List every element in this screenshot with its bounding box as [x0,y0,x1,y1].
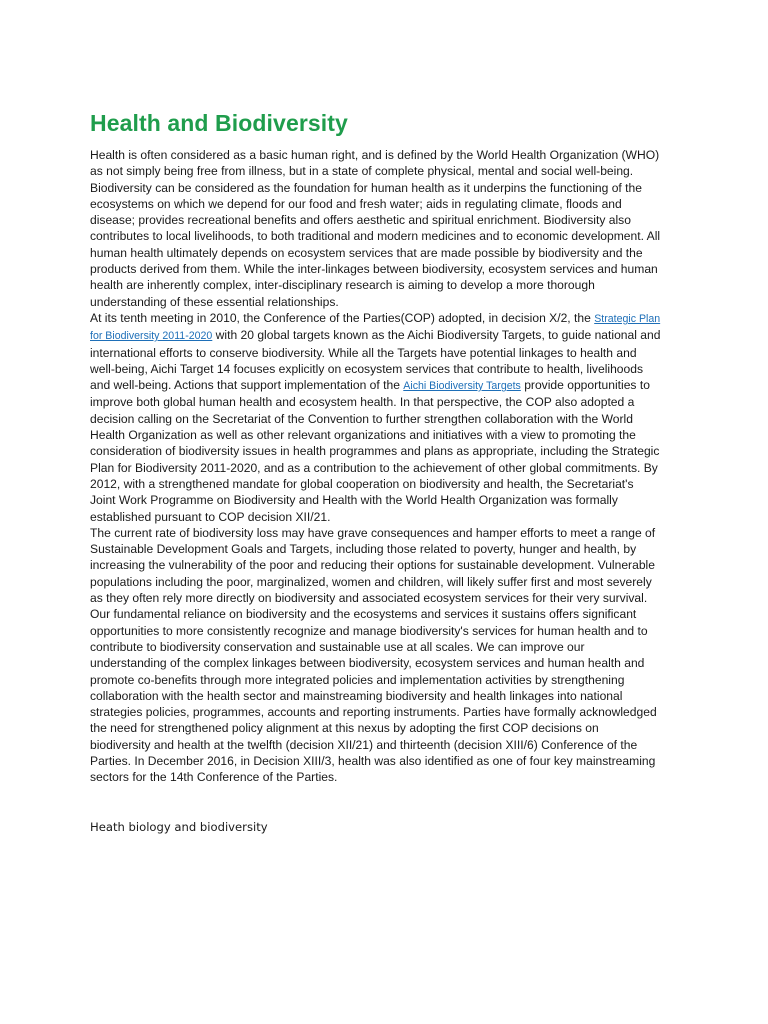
paragraph-health-definition: Health is often considered as a basic human right, and is defined by the World Health Organization (WHO) as not simply being free from illness, but in a state of complete physical, mental and social well-being. Biodiversity can be considered as the foundation for human health as it underpins the functioning of the ecosystems on which we depend for our food and fresh water; aids in regulating climate, floods and disease; provides recreational benefits and offers aesthetic and spiritual enrichment. Biodiversity also contributes to local livelihoods, to both traditional and modern medicines and to economic development. All human health ultimately depends on ecosystem services that are made possible by biodiversity and the products derived from them. While the inter-linkages between biodiversity, ecosystem services and human health are inherently complex, inter-disciplinary research is aiming to develop a more thorough understanding of these essential relationships. [90,148,661,309]
paragraph-cop-text-part1: At its tenth meeting in 2010, the Conference of the Parties(COP) adopted, in decision X/2, the [90,310,595,325]
page-title: Health and Biodiversity [90,110,348,136]
paragraph-cop-text-part3: provide opportunities to improve both global human health and ecosystem health. In that perspective, the COP also adopted a decision calling on the Secretariat of the Convention to further strengthen collaboration with the World Health Organization as well as other relevant organizations and initiatives with a view to promoting the consideration of biodiversity issues in health programmes and plans as appropriate, including the Strategic Plan for Biodiversity 2011-2020, and as a contribution to the achievement of other global commitments. By 2012, with a strengthened mandate for global cooperation on biodiversity and health, the Secretariat's Joint Work Programme on Biodiversity and Health with the World Health Organization was formally established pursuant to COP decision XII/21. [90,378,660,524]
paragraph-cop-decision [90,310,662,525]
strategic-plan-link[interactable]: Strategic Plan for Biodiversity 2011-2020 [90,312,661,343]
aichi-targets-link[interactable]: Aichi Biodiversity Targets [403,380,521,393]
paragraph-biodiversity-loss: The current rate of biodiversity loss may have grave consequences and hamper efforts to meet a range of Sustainable Development Goals and Targets, including those related to poverty, hunger and health, by increasing the vulnerability of the poor and reducing their options for sustainable development. Vulnerable populations including the poor, marginalized, women and children, will likely suffer first and most severely as they often rely more directly on biodiversity and associated ecosystem services for their very survival. Our fundamental reliance on biodiversity and the ecosystems and services it sustains offers significant opportunities to more consistently recognize and manage biodiversity's services for human health and to contribute to biodiversity conservation and sustainable use at all scales. We can improve our understanding of the complex linkages between biodiversity, ecosystem services and human health and promote co-benefits through more integrated policies and implementation activities by strengthening collaboration with the health sector and mainstreaming biodiversity and health linkages into national strategies policies, programmes, accounts and reporting instruments. Parties have formally acknowledged the need for strengthened policy alignment at this nexus by adopting the first COP decisions on biodiversity and health at the twelfth (decision XII/21) and thirteenth (decision XIII/6) Conference of the Parties. In December 2016, in Decision XIII/3, health was also identified as one of four key mainstreaming sectors for the 14th Conference of the Parties. [90,525,657,785]
section-subheading: Heath biology and biodiversity [90,820,268,834]
document-body [90,147,662,786]
paragraph-cop-text-part2: with 20 global targets known as the Aichi Biodiversity Targets, to guide national and international efforts to conserve biodiversity. While all the Targets have potential linkages to health and well-being, Aichi Target 14 focuses explicitly on ecosystem services that contribute to health, livelihoods and well-being. Actions that support implementation of the [90,328,661,393]
